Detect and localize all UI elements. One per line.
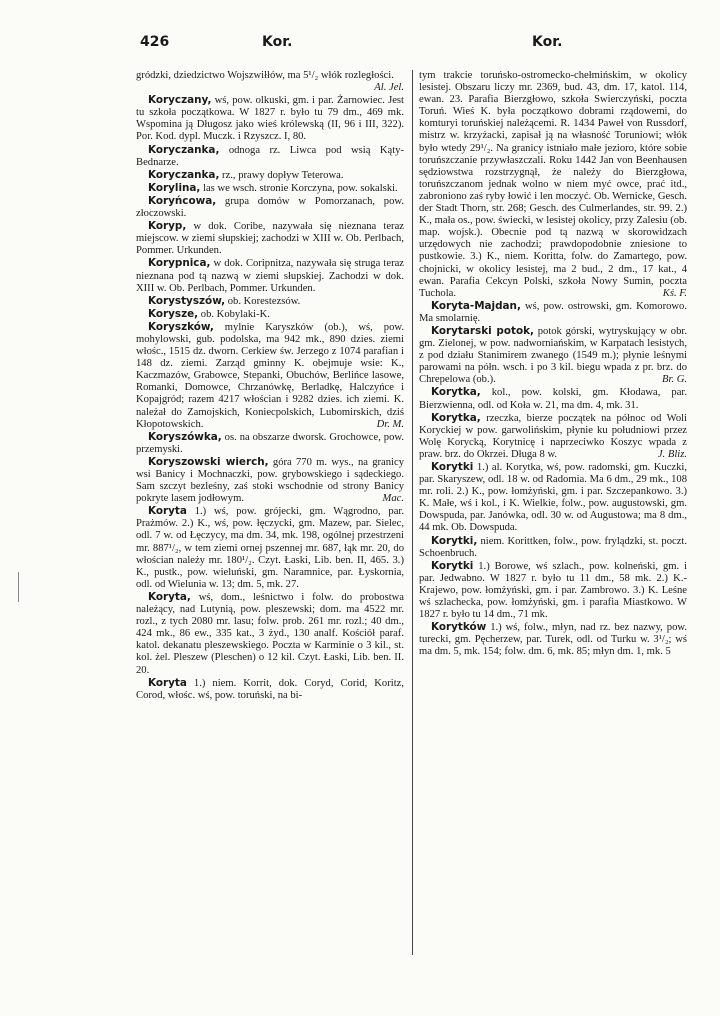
entry-headword: Korystyszów,: [148, 294, 226, 307]
dictionary-entry: [136, 591, 404, 677]
entry-text: w dok. Coribe, nazywała się nieznana teraz miejscow. w ziemi słupskiej; zachodzi w XIII w. Ob. Perlbach, Pommer. Urkunden.: [136, 221, 404, 257]
entry-headword: Koryczany,: [148, 94, 212, 107]
entry-text: 1.) niem. Korrit, dok. Coryd, Corid, Koritz, Corod, włośc. wś, pow. toruński, na bi-: [136, 677, 404, 701]
entry-text: wś, pow. ostrowski, gm. Komorowo. Ma smolarnię.: [419, 300, 687, 324]
entry-text: mylnie Karyszków (ob.), wś, pow. mohylowski, gub. podolska, ma 942 mk., 890 dzies. ziemi włośc., 1515 dz. dworn. Cerkiew św. Jerzego z 1074 parafian i 148 dz. ziemi. Zarząd gminny K. obejmuje wsie: K., Kaczmazów, Grabowce, Stepanki, Obuchów, Berlińce lasowe, Romanki, Domowce, Chrzanówkę, Berladkę, Halczyńce i Kopajgród; razem 4217 włościan i 9282 dzies. ich ziemi. K. należał do Zamojskich, Koniecpolskich, Lubomirskich, dziś Kłopotowskich.: [136, 321, 404, 430]
entry-text: 1.) wś, folw., młyn, nad rz. bez nazwy, pow. turecki, gm. Pęcherzew, par. Turek, odl. od Turku w. 3¹/₂; wś ma dm. 5, mk. 154; folw. dm. 6, mk. 85; młyn dm. 1, mk. 5: [419, 622, 687, 658]
entry-headword: Koryta-Majdan,: [431, 299, 521, 312]
entry-text: os. na obszarze dworsk. Grochowce, pow. przemyski.: [136, 431, 404, 455]
dictionary-entry: [419, 621, 687, 658]
right-column: [419, 70, 687, 659]
author-signature: Dr. M.: [376, 418, 404, 430]
entry-text: rzeczka, bierze początek na północ od Woli Koryckiej w pow. garwolińskim, płynie ku południowi przez Wolę Korycką, Korytnicę i naprzeciwko Koszyc wpada z praw. brz. do Okrzei. Długa 8 w.: [419, 412, 687, 460]
entry-headword: Koryta,: [148, 590, 191, 603]
dictionary-entry: [136, 169, 404, 182]
entry-text: odnoga rz. Liwca pod wsią Kąty-Bednarze.: [136, 144, 404, 168]
entry-text: 1.) Borowe, wś szlach., pow. kolneński, gm. i par. Jedwabno. W 1827 r. było tu 11 dm., 58 mk. 2.) K.-Krajewo, pow. łomżyński, gm. i par. Zambrowo. 3.) K. Leśne wś szlachecka, pow. łomżyński, gm. i parafia Miastkowo. W 1827 r. było tu 14 dm., 71 mk.: [419, 560, 687, 621]
dictionary-entry: [419, 560, 687, 621]
right-running-head: Kor.: [532, 34, 563, 50]
entry-headword: Korytki,: [431, 534, 478, 547]
dictionary-entry: [136, 677, 404, 702]
dictionary-entry: [419, 70, 687, 300]
entry-headword: Koryp,: [148, 220, 187, 233]
dictionary-entry: [136, 308, 404, 321]
page-header: [140, 34, 576, 56]
author-signature: Br. G.: [661, 374, 687, 386]
entry-headword: Korytka,: [431, 386, 481, 399]
dictionary-entry: [136, 182, 404, 195]
dictionary-entry: [136, 456, 404, 505]
dictionary-entry: [136, 295, 404, 308]
dictionary-entry: [136, 257, 404, 294]
author-signature: J. Bliz.: [657, 448, 687, 460]
left-running-head: Kor.: [262, 34, 293, 50]
dictionary-entry: [419, 461, 687, 535]
dictionary-entry: [136, 144, 404, 169]
entry-text: grupa domów w Pomorzanach, pow. złoczowski.: [136, 195, 404, 220]
entry-text: w dok. Coripnitza, nazywała się struga teraz nieznana pod tą nazwą w ziemi słupskiej. Zachodzi w dok. XIII w. Ob. Perlbach, Pommer. Urkunden.: [136, 258, 404, 294]
entry-headword: Koryczanka,: [148, 168, 220, 181]
entry-text: las we wsch. stronie Korczyna, pow. sokalski.: [200, 182, 398, 194]
entry-text: wś, pow. olkuski, gm. i par. Żarnowiec. Jest tu szkoła początkowa. W 1827 r. było tu 79 dm., 469 mk. Wspomina ją Długosz jako wieś królewską (II, 96 i III, 322). Por. Kod. dypl. Muczk. i Rzyszcz. I, 80.: [136, 95, 404, 143]
entry-headword: Korytarski potok,: [431, 324, 534, 337]
entry-text: 1.) wś, pow. grójecki, gm. Wągrodno, par. Prażmów. 2.) K., wś, pow. łęczycki, gm. Mazew, par. Sielec, odl. 7 w. od Łęczycy, ma dm. 34, mk. 198, ogólnej przestrzeni mr. 887¹/₂, w tem ziemi ornej pszennej mr. 687, łąk mr. 20, do włościan należy mr. 180¹/₂. Czyt. Łaski, Lib. ben. II, 465. 3.) K., pustk., pow. wieluński, gm. Naramnice, par. Łyskornia, odl. od Wielunia w. 13; dm. 5, mk. 27.: [136, 506, 404, 590]
dictionary-entry: [136, 431, 404, 456]
dictionary-entry: [419, 386, 687, 411]
dictionary-entry: [136, 505, 404, 591]
dictionary-entry: [136, 220, 404, 257]
author-signature: Al. Jel.: [374, 82, 404, 94]
entry-headword: Korysze,: [148, 307, 199, 320]
entry-headword: Korytki: [431, 559, 474, 572]
entry-headword: Korylina,: [148, 181, 201, 194]
entry-text: tym trakcie toruńsko-ostromecko-chełmińskim, w okolicy lesistej. Obszaru liczy mr. 2369, bud. 43, dm. 17, katol. 114, ewan. 23. Parafia Bierzgłowo, szkoła Swierczyński, poczta Toruń. Wieś K. była początkowo dobrami rządowemi, do komturyi toruńskiej należącemi. R. 1434 Paweł von Russdorf, mistrz w. krzyżacki, zapisał ją na własność Toruniowi; włók było wtedy 29¹/₂. Na granicy istniało małe jeziorо, które sobie toruńszczanie przywłaszczali. Roku 1442 Jan von Beenhausen sędziowstwa rozstrzygnął, że należy do Bierzgłowa, toruńszczanom jednak wolno w niem myć owce, prać itd., zabroniono zaś ryby łowić i len moczyć. Ob. Wernicke, Gesch. der Stadt Thorn, str. 268; Gesch. des Culmerlandes, str. 99. 2.) K., mała os., pow. świecki, w lesistej okolicy, przy Zalesiu (ob. map. wojsk.). Obecnie pod tą nazwą w skorowidzach urzędowych nie zachodzi; prawdopodobnie zniesione to pustkowie. 3.) K., niem. Koritta, folw. do Zamartego, pow. chojnicki, w okolicy lesistej, ma 2 bud., 2 dm., 17 kat., 4 ewan. Parafia Cekcyn Polski, szkoła Nowy Sumin, poczta Tuchola.: [419, 70, 687, 299]
entry-text: ob. Kobylaki-K.: [198, 308, 270, 320]
entry-headword: Koryszowski wierch,: [148, 455, 269, 468]
entry-text: rz., prawy dopływ Teterowa.: [219, 169, 344, 181]
dictionary-entry: [136, 70, 404, 94]
entry-text: 1.) al. Korytka, wś, pow. radomski, gm. Kuczki, par. Skaryszew, odl. 18 w. od Radomia. Ma 6 dm., 29 mk., 108 mr. roli. 2.) K., pow. łomżyński, gm. i par. Szczepankowo. 3.) K. Małe, wś i kol., i K. Wielkie, folw., pow. augustowski, gm. Dowspuda, par. Janówka, odl. 30 w. od Augustowa; ma 8 dm., 44 mk. Ob. Dowspuda.: [419, 462, 687, 534]
entry-headword: Koryszków,: [148, 320, 214, 333]
dictionary-entry: [136, 94, 404, 143]
page-number: 426: [140, 34, 170, 50]
dictionary-entry: [419, 300, 687, 325]
entry-text: góra 770 m. wys., na granicy wsi Banicy i Mochnaczki, pow. grybowskiego i sądeckiego. Sam szczyt bezleśny, zaś stoki wschodnie od strony Banicy pokryte lasem jodłowym.: [136, 456, 404, 505]
entry-headword: Koryta: [148, 505, 187, 518]
entry-headword: Koryńcowa,: [148, 194, 217, 207]
entry-headword: Koryczanka,: [148, 143, 220, 156]
entry-text: ob. Korestezsów.: [225, 295, 301, 307]
entry-text: kol., pow. kolski, gm. Kłodawa, par. Bierzwienna, odl. od Koła w. 21, ma dm. 4, mk. 31.: [419, 387, 687, 411]
author-signature: Kś. F.: [662, 287, 687, 299]
dictionary-entry: [136, 321, 404, 431]
entry-headword: Korypnica,: [148, 257, 211, 270]
margin-mark: [18, 572, 21, 602]
author-signature: Mac.: [382, 493, 404, 505]
dictionary-entry: [419, 325, 687, 386]
dictionary-entry: [419, 412, 687, 461]
entry-headword: Korytki: [431, 461, 474, 473]
dictionary-entry: [136, 195, 404, 220]
entry-headword: Koryta: [148, 676, 187, 689]
entry-text: gródzki, dziedzictwo Wojszwiłłów, ma 5¹/₂ włók rozległości.: [136, 70, 394, 81]
entry-headword: Korytka,: [431, 411, 481, 424]
column-divider: [412, 70, 413, 955]
entry-text: wś, dom., leśnictwo i folw. do probostwa należący, nad Lutynią, pow. pleszewski; dom. ma 4522 mr. rozl., z tych 2080 mr. lasu; folw. prob. 261 mr. rozl.; 40 dm., 424 mk., 86 ew., 335 kat., 3 żyd., 130 analf. Kościół paraf. katol. dekanatu pleszewskiego. Poczta w Karminie o 3 kil., st. kol. żel. Pleszew (Pleschen) o 12 kil. Czyt. Łaski, Lib. ben. II. 20.: [136, 591, 404, 676]
dictionary-entry: [419, 535, 687, 560]
entry-headword: Koryszówka,: [148, 430, 222, 443]
entry-text: potok górski, wytryskujący w obr. gm. Zielonej, w pow. nadworniańskim, w Karpatach lesistych, z pod działu Stanimirem zwanego (1549 m.); płynie leśnymi parowami na półn. wsch. i po 3 kil. biegu wpada z pr. brz. do Chrepelowa (ob.).: [419, 325, 687, 386]
entry-headword: Korytków: [431, 621, 487, 634]
left-column: [136, 70, 404, 702]
entry-text: niem. Korittken, folw., pow. frylądzki, st. poczt. Schoenbruch.: [419, 535, 687, 559]
